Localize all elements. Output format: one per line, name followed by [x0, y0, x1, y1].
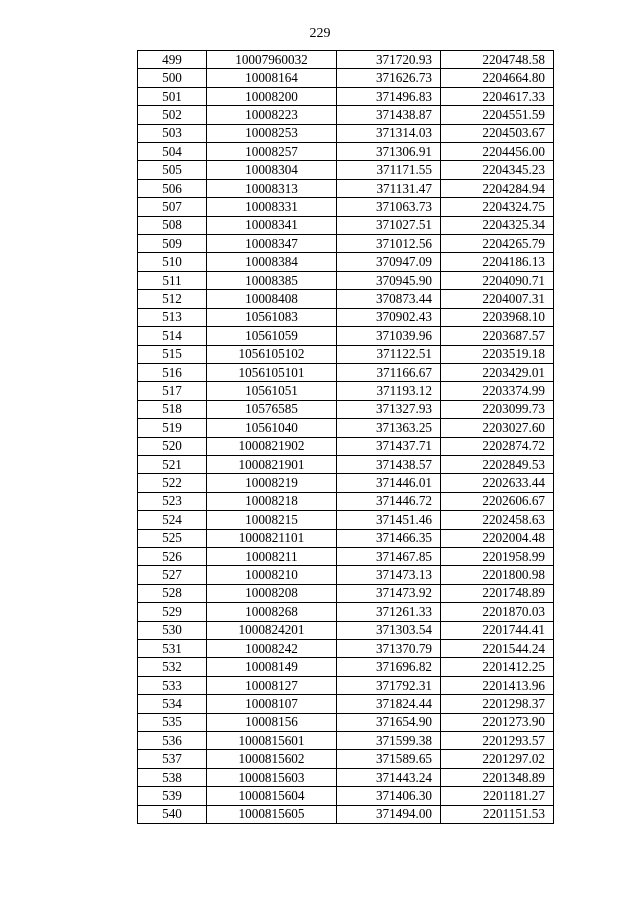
- table-row: [138, 492, 554, 510]
- x-coordinate-cell: 371467.85: [337, 547, 441, 565]
- table-row: [138, 216, 554, 234]
- table-row: [138, 750, 554, 768]
- x-coordinate-cell: 371039.96: [337, 327, 441, 345]
- x-coordinate-cell: 371171.55: [337, 161, 441, 179]
- y-coordinate-cell: 2202606.67: [441, 492, 554, 510]
- y-coordinate-cell: 2204617.33: [441, 87, 554, 105]
- y-coordinate-cell: 2204284.94: [441, 179, 554, 197]
- row-number-cell: 530: [138, 621, 207, 639]
- table-row: [138, 529, 554, 547]
- row-number-cell: 510: [138, 253, 207, 271]
- x-coordinate-cell: 371496.83: [337, 87, 441, 105]
- row-number-cell: 500: [138, 69, 207, 87]
- x-coordinate-cell: 371473.13: [337, 566, 441, 584]
- table-row: [138, 327, 554, 345]
- point-id-cell: 10008219: [207, 474, 337, 492]
- y-coordinate-cell: 2201151.53: [441, 805, 554, 823]
- x-coordinate-cell: 371063.73: [337, 198, 441, 216]
- table-row: [138, 271, 554, 289]
- row-number-cell: 525: [138, 529, 207, 547]
- point-id-cell: 10008156: [207, 713, 337, 731]
- table-row: [138, 695, 554, 713]
- table-row: [138, 106, 554, 124]
- row-number-cell: 518: [138, 400, 207, 418]
- point-id-cell: 1000821101: [207, 529, 337, 547]
- y-coordinate-cell: 2201293.57: [441, 732, 554, 750]
- x-coordinate-cell: 371306.91: [337, 143, 441, 161]
- x-coordinate-cell: 371370.79: [337, 640, 441, 658]
- row-number-cell: 512: [138, 290, 207, 308]
- x-coordinate-cell: 371824.44: [337, 695, 441, 713]
- row-number-cell: 511: [138, 271, 207, 289]
- row-number-cell: 503: [138, 124, 207, 142]
- y-coordinate-cell: 2204324.75: [441, 198, 554, 216]
- x-coordinate-cell: 371314.03: [337, 124, 441, 142]
- row-number-cell: 515: [138, 345, 207, 363]
- table-row: [138, 566, 554, 584]
- row-number-cell: 509: [138, 235, 207, 253]
- table-row: [138, 676, 554, 694]
- y-coordinate-cell: 2204007.31: [441, 290, 554, 308]
- x-coordinate-cell: 371792.31: [337, 676, 441, 694]
- table-row: [138, 51, 554, 69]
- x-coordinate-cell: 371654.90: [337, 713, 441, 731]
- x-coordinate-cell: 371027.51: [337, 216, 441, 234]
- y-coordinate-cell: 2203099.73: [441, 400, 554, 418]
- point-id-cell: 1000815603: [207, 768, 337, 786]
- point-id-cell: 1056105101: [207, 363, 337, 381]
- x-coordinate-cell: 371438.57: [337, 455, 441, 473]
- row-number-cell: 540: [138, 805, 207, 823]
- table-row: [138, 787, 554, 805]
- table-row: [138, 511, 554, 529]
- point-id-cell: 10008208: [207, 584, 337, 602]
- x-coordinate-cell: 371473.92: [337, 584, 441, 602]
- x-coordinate-cell: 371494.00: [337, 805, 441, 823]
- y-coordinate-cell: 2201412.25: [441, 658, 554, 676]
- point-id-cell: 10561040: [207, 419, 337, 437]
- table-row: [138, 603, 554, 621]
- point-id-cell: 1000815601: [207, 732, 337, 750]
- row-number-cell: 523: [138, 492, 207, 510]
- row-number-cell: 539: [138, 787, 207, 805]
- table-row: [138, 732, 554, 750]
- table-row: [138, 69, 554, 87]
- row-number-cell: 507: [138, 198, 207, 216]
- row-number-cell: 522: [138, 474, 207, 492]
- x-coordinate-cell: 371131.47: [337, 179, 441, 197]
- table-row: [138, 584, 554, 602]
- y-coordinate-cell: 2204456.00: [441, 143, 554, 161]
- table-row: [138, 658, 554, 676]
- point-id-cell: 10008408: [207, 290, 337, 308]
- y-coordinate-cell: 2201870.03: [441, 603, 554, 621]
- row-number-cell: 524: [138, 511, 207, 529]
- x-coordinate-cell: 370945.90: [337, 271, 441, 289]
- y-coordinate-cell: 2203968.10: [441, 308, 554, 326]
- row-number-cell: 501: [138, 87, 207, 105]
- y-coordinate-cell: 2202458.63: [441, 511, 554, 529]
- x-coordinate-cell: 371589.65: [337, 750, 441, 768]
- table-row: [138, 400, 554, 418]
- x-coordinate-cell: 371438.87: [337, 106, 441, 124]
- point-id-cell: 1056105102: [207, 345, 337, 363]
- x-coordinate-cell: 370947.09: [337, 253, 441, 271]
- y-coordinate-cell: 2201181.27: [441, 787, 554, 805]
- point-id-cell: 10561059: [207, 327, 337, 345]
- row-number-cell: 520: [138, 437, 207, 455]
- row-number-cell: 533: [138, 676, 207, 694]
- x-coordinate-cell: 371327.93: [337, 400, 441, 418]
- row-number-cell: 536: [138, 732, 207, 750]
- y-coordinate-cell: 2201348.89: [441, 768, 554, 786]
- y-coordinate-cell: 2204325.34: [441, 216, 554, 234]
- x-coordinate-cell: 371599.38: [337, 732, 441, 750]
- row-number-cell: 516: [138, 363, 207, 381]
- x-coordinate-cell: 371466.35: [337, 529, 441, 547]
- row-number-cell: 502: [138, 106, 207, 124]
- table-row: [138, 382, 554, 400]
- row-number-cell: 517: [138, 382, 207, 400]
- point-id-cell: 10008210: [207, 566, 337, 584]
- row-number-cell: 514: [138, 327, 207, 345]
- table-row: [138, 198, 554, 216]
- row-number-cell: 528: [138, 584, 207, 602]
- y-coordinate-cell: 2201273.90: [441, 713, 554, 731]
- row-number-cell: 508: [138, 216, 207, 234]
- table-row: [138, 253, 554, 271]
- x-coordinate-cell: 371261.33: [337, 603, 441, 621]
- y-coordinate-cell: 2203374.99: [441, 382, 554, 400]
- row-number-cell: 521: [138, 455, 207, 473]
- y-coordinate-cell: 2202874.72: [441, 437, 554, 455]
- table-row: [138, 235, 554, 253]
- table-row: [138, 419, 554, 437]
- point-id-cell: 10008215: [207, 511, 337, 529]
- point-id-cell: 10008347: [207, 235, 337, 253]
- row-number-cell: 504: [138, 143, 207, 161]
- y-coordinate-cell: 2203519.18: [441, 345, 554, 363]
- point-id-cell: 1000815605: [207, 805, 337, 823]
- y-coordinate-cell: 2201800.98: [441, 566, 554, 584]
- point-id-cell: 10008149: [207, 658, 337, 676]
- table-row: [138, 640, 554, 658]
- row-number-cell: 526: [138, 547, 207, 565]
- y-coordinate-cell: 2203687.57: [441, 327, 554, 345]
- table-body: [138, 51, 554, 824]
- table-row: [138, 713, 554, 731]
- x-coordinate-cell: 371303.54: [337, 621, 441, 639]
- y-coordinate-cell: 2201298.37: [441, 695, 554, 713]
- point-id-cell: 10008313: [207, 179, 337, 197]
- x-coordinate-cell: 371720.93: [337, 51, 441, 69]
- row-number-cell: 506: [138, 179, 207, 197]
- point-id-cell: 10007960032: [207, 51, 337, 69]
- y-coordinate-cell: 2204748.58: [441, 51, 554, 69]
- y-coordinate-cell: 2202849.53: [441, 455, 554, 473]
- y-coordinate-cell: 2204503.67: [441, 124, 554, 142]
- point-id-cell: 1000815602: [207, 750, 337, 768]
- point-id-cell: 10008127: [207, 676, 337, 694]
- x-coordinate-cell: 371443.24: [337, 768, 441, 786]
- row-number-cell: 531: [138, 640, 207, 658]
- x-coordinate-cell: 370902.43: [337, 308, 441, 326]
- point-id-cell: 10008331: [207, 198, 337, 216]
- x-coordinate-cell: 371451.46: [337, 511, 441, 529]
- table-row: [138, 547, 554, 565]
- table-row: [138, 805, 554, 823]
- table-row: [138, 124, 554, 142]
- point-id-cell: 10576585: [207, 400, 337, 418]
- y-coordinate-cell: 2201748.89: [441, 584, 554, 602]
- point-id-cell: 10008304: [207, 161, 337, 179]
- row-number-cell: 513: [138, 308, 207, 326]
- point-id-cell: 1000821901: [207, 455, 337, 473]
- y-coordinate-cell: 2204664.80: [441, 69, 554, 87]
- x-coordinate-cell: 371012.56: [337, 235, 441, 253]
- table-row: [138, 474, 554, 492]
- page-number: 229: [309, 26, 331, 41]
- x-coordinate-cell: 371363.25: [337, 419, 441, 437]
- y-coordinate-cell: 2204090.71: [441, 271, 554, 289]
- x-coordinate-cell: 371166.67: [337, 363, 441, 381]
- table-row: [138, 143, 554, 161]
- point-id-cell: 10008384: [207, 253, 337, 271]
- x-coordinate-cell: 371626.73: [337, 69, 441, 87]
- y-coordinate-cell: 2201297.02: [441, 750, 554, 768]
- table-row: [138, 87, 554, 105]
- row-number-cell: 532: [138, 658, 207, 676]
- point-id-cell: 10008253: [207, 124, 337, 142]
- point-id-cell: 10008268: [207, 603, 337, 621]
- x-coordinate-cell: 370873.44: [337, 290, 441, 308]
- point-id-cell: 10008385: [207, 271, 337, 289]
- x-coordinate-cell: 371446.72: [337, 492, 441, 510]
- y-coordinate-cell: 2202004.48: [441, 529, 554, 547]
- row-number-cell: 537: [138, 750, 207, 768]
- point-id-cell: 10008341: [207, 216, 337, 234]
- point-id-cell: 1000821902: [207, 437, 337, 455]
- point-id-cell: 10561083: [207, 308, 337, 326]
- y-coordinate-cell: 2204186.13: [441, 253, 554, 271]
- row-number-cell: 538: [138, 768, 207, 786]
- row-number-cell: 529: [138, 603, 207, 621]
- row-number-cell: 534: [138, 695, 207, 713]
- row-number-cell: 499: [138, 51, 207, 69]
- row-number-cell: 519: [138, 419, 207, 437]
- point-id-cell: 10008164: [207, 69, 337, 87]
- coordinates-table: [137, 50, 554, 824]
- table-row: [138, 363, 554, 381]
- y-coordinate-cell: 2204551.59: [441, 106, 554, 124]
- y-coordinate-cell: 2203429.01: [441, 363, 554, 381]
- y-coordinate-cell: 2201544.24: [441, 640, 554, 658]
- table-row: [138, 437, 554, 455]
- row-number-cell: 535: [138, 713, 207, 731]
- x-coordinate-cell: 371122.51: [337, 345, 441, 363]
- table-row: [138, 161, 554, 179]
- x-coordinate-cell: 371437.71: [337, 437, 441, 455]
- point-id-cell: 10008218: [207, 492, 337, 510]
- point-id-cell: 10008223: [207, 106, 337, 124]
- point-id-cell: 1000824201: [207, 621, 337, 639]
- table-row: [138, 290, 554, 308]
- y-coordinate-cell: 2204265.79: [441, 235, 554, 253]
- x-coordinate-cell: 371193.12: [337, 382, 441, 400]
- table-row: [138, 179, 554, 197]
- point-id-cell: 10008211: [207, 547, 337, 565]
- y-coordinate-cell: 2202633.44: [441, 474, 554, 492]
- table-row: [138, 621, 554, 639]
- table-row: [138, 455, 554, 473]
- y-coordinate-cell: 2204345.23: [441, 161, 554, 179]
- row-number-cell: 505: [138, 161, 207, 179]
- point-id-cell: 10008200: [207, 87, 337, 105]
- table-row: [138, 768, 554, 786]
- point-id-cell: 10008242: [207, 640, 337, 658]
- y-coordinate-cell: 2201413.96: [441, 676, 554, 694]
- y-coordinate-cell: 2201744.41: [441, 621, 554, 639]
- table-row: [138, 308, 554, 326]
- x-coordinate-cell: 371696.82: [337, 658, 441, 676]
- point-id-cell: 1000815604: [207, 787, 337, 805]
- point-id-cell: 10561051: [207, 382, 337, 400]
- x-coordinate-cell: 371406.30: [337, 787, 441, 805]
- table-row: [138, 345, 554, 363]
- row-number-cell: 527: [138, 566, 207, 584]
- x-coordinate-cell: 371446.01: [337, 474, 441, 492]
- y-coordinate-cell: 2203027.60: [441, 419, 554, 437]
- y-coordinate-cell: 2201958.99: [441, 547, 554, 565]
- point-id-cell: 10008257: [207, 143, 337, 161]
- point-id-cell: 10008107: [207, 695, 337, 713]
